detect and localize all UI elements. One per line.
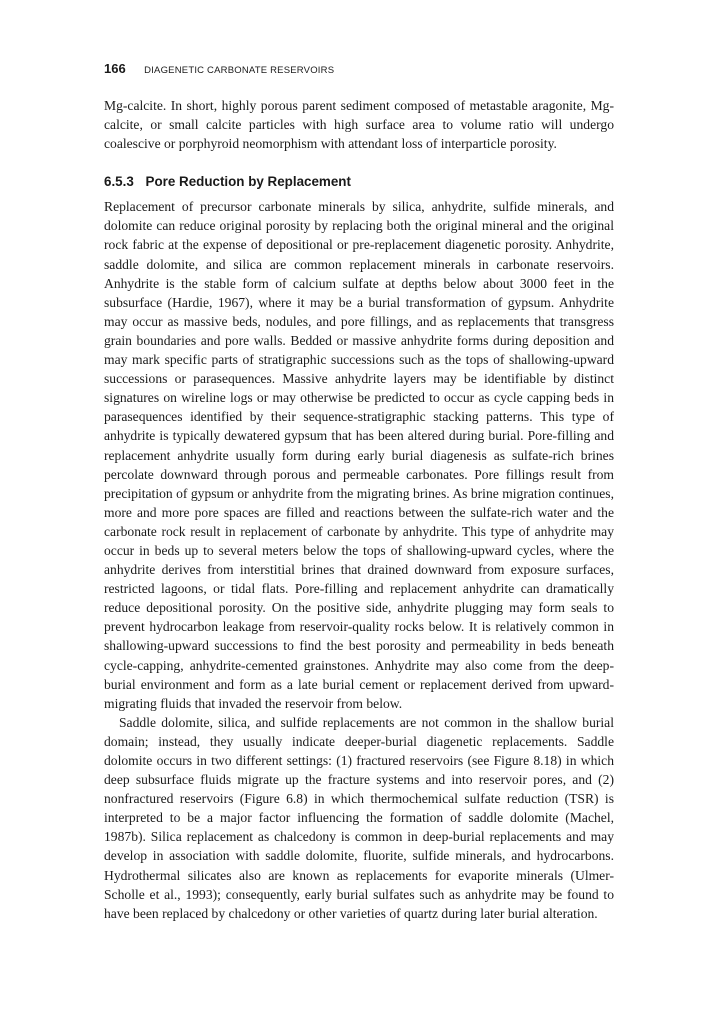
paragraph-saddle-dolomite: Saddle dolomite, silica, and sulfide replacements are not common in the shallow burial domain; instead, they usually indicate deeper-burial diagenetic replacements. Saddle dolomite occurs in two different settings: (1) fractured reservoirs (see Figure 8.18) in which deep subsurface fluids migrate up the fracture systems and into reservoir pores, and (2) nonfractured reservoirs (Figure 6.8) in which thermochemical sulfate reduction (TSR) is interpreted to be a major factor influencing the formation of saddle dolomite (Machel, 1987b). Silica replacement as chalcedony is common in deep-burial replacements and may develop in association with saddle dolomite, fluorite, sulfide minerals, and hydrocarbons. Hydrothermal silicates also are known as replacements for evaporite minerals (Ulmer-Scholle et al., 1993); consequently, early burial sulfates such as anhydrite may be found to have been replaced by chalcedony or other varieties of quartz during later burial alteration. — [104, 714, 614, 921]
running-head — [104, 60, 616, 78]
running-title: DIAGENETIC CARBONATE RESERVOIRS — [144, 65, 335, 76]
page-number: 166 — [104, 61, 126, 76]
section-heading — [104, 172, 614, 191]
intro-paragraph: Mg-calcite. In short, highly porous parent sediment composed of metastable aragonite, Mg-calcite, or small calcite particles with high surface area to volume ratio will undergo coalescive or porphyroid neomorphism with attendant loss of interparticle porosity. — [104, 98, 614, 152]
section-title: Pore Reduction by Replacement — [145, 174, 351, 190]
section-number: 6.5.3 — [104, 174, 134, 190]
paragraph-replacement: Replacement of precursor carbonate minerals by silica, anhydrite, sulfide minerals, and dolomite can reduce original porosity by replacing both the original mineral and the original rock fabric at the expense of depositional or pre-replacement diagenetic porosity. Anhydrite, saddle dolomite, and silica are common replacement minerals in carbonate reservoirs. Anhydrite is the stable form of calcium sulfate at depths below about 3000 feet in the subsurface (Hardie, 1967), where it may be a burial transformation of gypsum. Anhydrite may occur as massive beds, nodules, and pore fillings, and as replacements that transgress grain boundaries and pore walls. Bedded or massive anhydrite forms during deposition and may mark specific parts of stratigraphic successions such as the tops of shallowing-upward successions or parasequences. Massive anhydrite layers may be identifiable by distinct signatures on wireline logs or may otherwise be predicted to occur as cycle capping beds in parasequences identified by their sequence-stratigraphic stacking patterns. This type of anhydrite is typically dewatered gypsum that has been altered during burial. Pore-filling and replacement anhydrite usually form during early burial diagenesis as sulfate-rich brines percolate downward through porous and permeable carbonates. Pore fillings result from precipitation of gypsum or anhydrite from the migrating brines. As brine migration continues, more and more pore spaces are filled and reactions between the sulfate-rich water and the carbonate rock result in replacement of carbonate by anhydrite. This type of anhydrite may occur in beds up to several meters below the tops of shallowing-upward cycles, where the anhydrite derives from interstitial brines that drained downward from exposure surfaces, restricted lagoons, or tidal flats. Pore-filling and replacement anhydrite can dramatically reduce depositional porosity. On the positive side, anhydrite plugging may form seals to prevent hydrocarbon leakage from reservoir-quality rocks below. It is relatively common in shallowing-upward successions to find the best porosity and permeability in beds beneath cycle-capping, anhydrite-cemented grainstones. Anhydrite may also come from the deep-burial environment and form as a late burial cement or replacement derived from upward-migrating fluids that invaded the reservoir from below. — [104, 199, 614, 711]
body-text — [104, 96, 614, 923]
